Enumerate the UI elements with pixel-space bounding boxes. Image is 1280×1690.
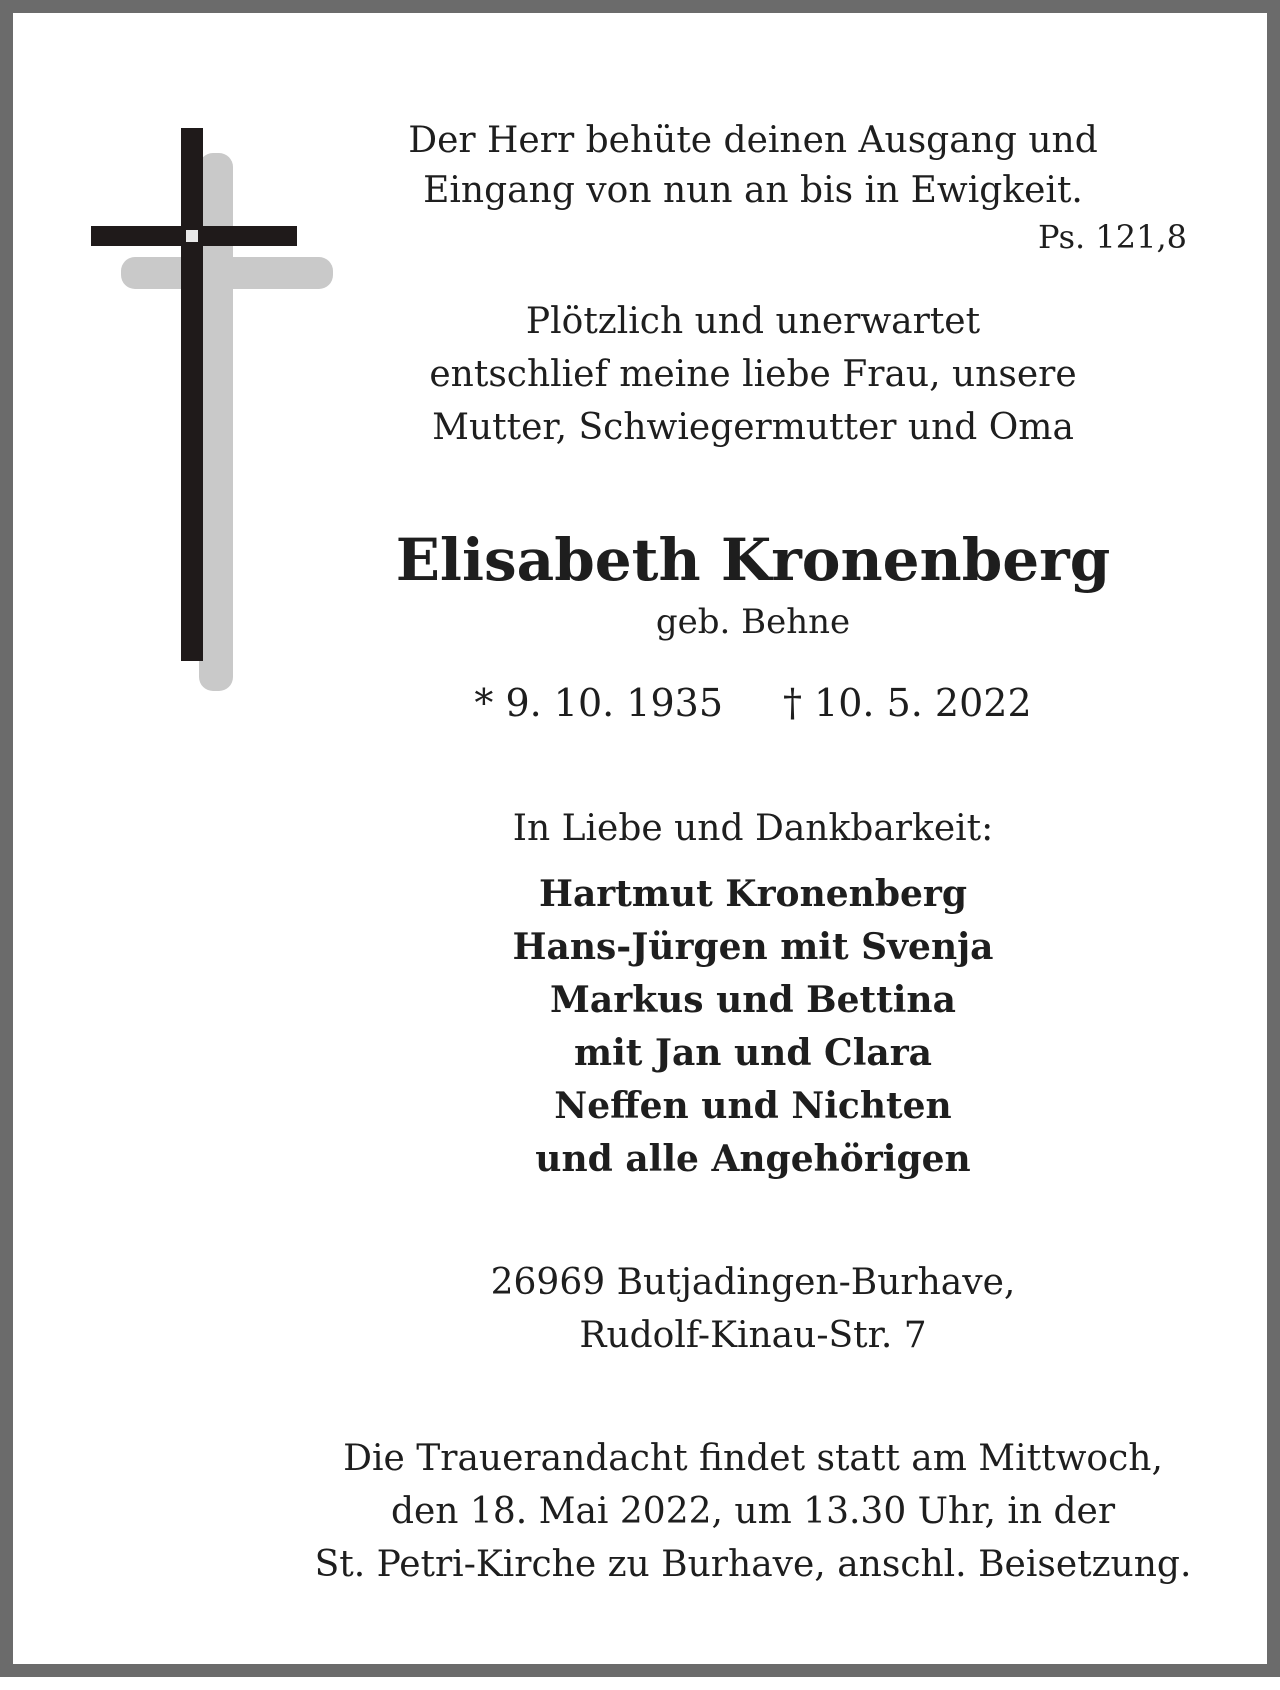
death-date: † 10. 5. 2022 <box>783 681 1032 725</box>
intro-line-2: entschlief meine liebe Frau, unsere <box>429 354 1077 395</box>
deceased-name: Elisabeth Kronenberg <box>395 526 1111 594</box>
mourners-heading: In Liebe und Dankbarkeit: <box>512 808 994 849</box>
cross-center-highlight <box>186 230 198 242</box>
mourner-name-1: Hartmut Kronenberg <box>538 873 968 915</box>
mourner-name-3: Markus und Bettina <box>550 979 956 1021</box>
verse-line-2: Eingang von nun an bis in Ewigkeit. <box>423 170 1083 211</box>
intro-line-1: Plötzlich und unerwartet <box>525 301 981 342</box>
address-line-1: 26969 Butjadingen-Burhave, <box>490 1262 1016 1303</box>
mourner-name-6: und alle Angehörigen <box>535 1138 971 1180</box>
text-column-main <box>263 13 1243 1690</box>
verse-reference: Ps. 121,8 <box>1037 218 1187 256</box>
intro-line-3: Mutter, Schwiegermutter und Oma <box>432 407 1074 448</box>
mourner-name-2: Hans-Jürgen mit Svenja <box>512 926 994 968</box>
address-line-2: Rudolf-Kinau-Str. 7 <box>579 1315 927 1356</box>
life-dates <box>263 677 1243 729</box>
service-line-3: St. Petri-Kirche zu Burhave, anschl. Beisetzung. <box>314 1544 1192 1585</box>
birth-date: * 9. 10. 1935 <box>474 681 723 725</box>
service-line-1: Die Trauerandacht findet statt am Mittwoch, <box>343 1438 1163 1479</box>
cross-dark-vertical <box>181 128 203 661</box>
maiden-name: geb. Behne <box>655 602 851 642</box>
mourner-name-5: Neffen und Nichten <box>554 1085 952 1127</box>
verse-line-1: Der Herr behüte deinen Ausgang und <box>408 120 1098 161</box>
mourner-name-4: mit Jan und Clara <box>574 1032 932 1074</box>
service-line-2: den 18. Mai 2022, um 13.30 Uhr, in der <box>390 1491 1116 1532</box>
